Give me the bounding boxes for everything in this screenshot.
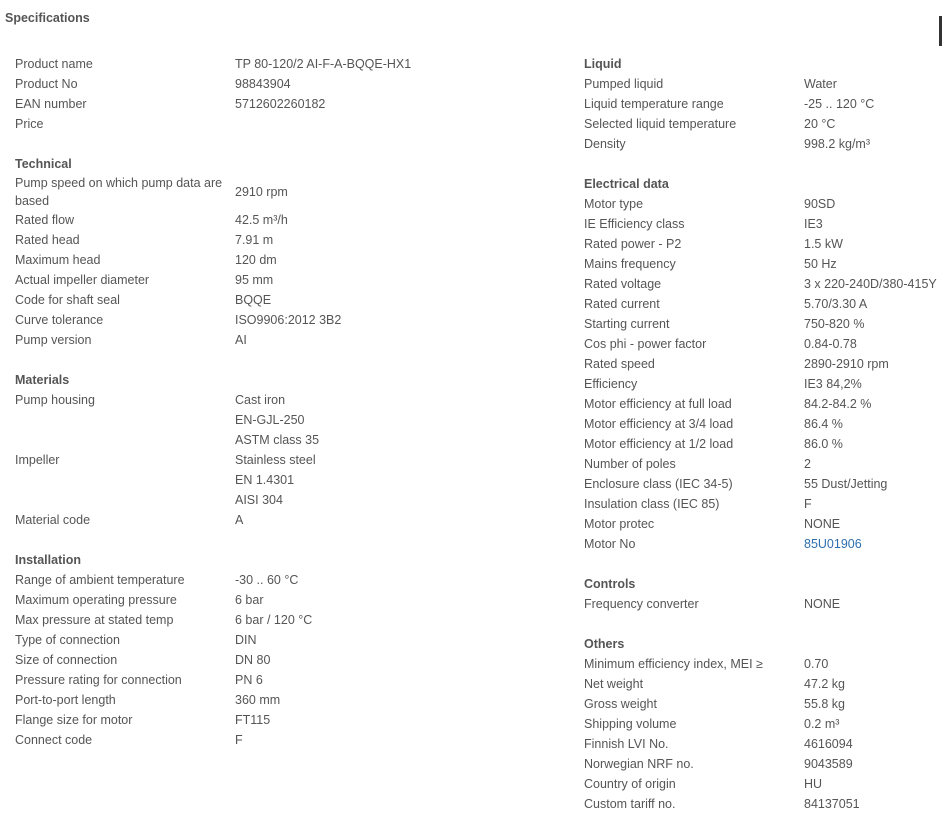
spec-row <box>584 234 942 254</box>
spec-label: Motor efficiency at 1/2 load <box>584 437 734 451</box>
spec-label: Pump housing <box>15 393 95 407</box>
spec-label: Insulation class (IEC 85) <box>584 497 720 511</box>
spec-row <box>15 230 565 250</box>
spec-value: EN 1.4301 <box>235 473 295 487</box>
spec-row <box>15 210 565 230</box>
spec-label: Product name <box>15 57 93 71</box>
spec-label: Norwegian NRF no. <box>584 757 694 771</box>
spec-value: EN-GJL-250 <box>235 413 305 427</box>
spec-row <box>584 594 942 614</box>
spec-row <box>584 734 942 754</box>
spec-value: DIN <box>235 633 257 647</box>
spec-label: Finnish LVI No. <box>584 737 669 751</box>
spec-value: NONE <box>804 597 841 611</box>
spec-row <box>584 254 942 274</box>
spec-value: 47.2 kg <box>804 677 846 691</box>
spec-value: 750-820 % <box>804 317 865 331</box>
spec-label: Product No <box>15 77 78 91</box>
spec-value: 2910 rpm <box>235 185 288 199</box>
spec-value: 86.4 % <box>804 417 843 431</box>
spec-value: A <box>235 513 244 527</box>
spec-value: IE3 <box>804 217 823 231</box>
spec-row <box>15 710 565 730</box>
spec-value: -30 .. 60 °C <box>235 573 299 587</box>
spec-label: Rated power - P2 <box>584 237 682 251</box>
spec-row <box>584 434 942 454</box>
spec-value: -25 .. 120 °C <box>804 97 875 111</box>
spec-value: 120 dm <box>235 253 277 267</box>
spec-row <box>15 730 565 750</box>
spec-value: 998.2 kg/m³ <box>804 137 871 151</box>
spec-value: Cast iron <box>235 393 286 407</box>
spec-label: Motor protec <box>584 517 655 531</box>
spec-value: 20 °C <box>804 117 836 131</box>
spec-row <box>584 694 942 714</box>
spec-value: 90SD <box>804 197 836 211</box>
spec-value: F <box>235 733 243 747</box>
spec-value: DN 80 <box>235 653 271 667</box>
spec-value: 50 Hz <box>804 257 837 271</box>
section-title-controls: Controls <box>584 577 636 591</box>
spec-label: Motor No <box>584 537 636 551</box>
spec-label: Rated current <box>584 297 660 311</box>
spec-row <box>584 774 942 794</box>
spec-label: Density <box>584 137 626 151</box>
spec-label: Rated speed <box>584 357 655 371</box>
spec-label: Gross weight <box>584 697 657 711</box>
spec-label: Max pressure at stated temp <box>15 613 174 627</box>
spec-label: Motor type <box>584 197 644 211</box>
spec-label: Pressure rating for connection <box>15 673 182 687</box>
spec-label: Motor efficiency at 3/4 load <box>584 417 734 431</box>
spec-row <box>15 330 565 350</box>
spec-row <box>584 334 942 354</box>
section-title-materials: Materials <box>15 373 70 387</box>
spec-row <box>15 610 565 630</box>
spec-label: Custom tariff no. <box>584 797 676 811</box>
spec-row <box>584 194 942 214</box>
spec-label: Country of origin <box>584 777 676 791</box>
spec-row <box>584 474 942 494</box>
section-title-installation: Installation <box>15 553 81 567</box>
spec-row <box>15 670 565 690</box>
spec-label: Connect code <box>15 733 93 747</box>
spec-value: 7.91 m <box>235 233 274 247</box>
spec-value: IE3 84,2% <box>804 377 862 391</box>
spec-value: 55.8 kg <box>804 697 846 711</box>
spec-label: Pump speed on which pump data are based <box>15 176 223 208</box>
spec-row-product-no <box>15 74 565 94</box>
spec-value: ISO9906:2012 3B2 <box>235 313 342 327</box>
spec-row-product-name <box>15 54 565 74</box>
spec-label: Actual impeller diameter <box>15 273 150 287</box>
spec-row <box>584 714 942 734</box>
spec-row-motor-no <box>584 534 942 554</box>
spec-row <box>584 294 942 314</box>
spec-label: Curve tolerance <box>15 313 104 327</box>
spec-row <box>584 794 942 814</box>
spec-row <box>15 690 565 710</box>
spec-row <box>584 514 942 534</box>
section-title-liquid: Liquid <box>584 57 622 71</box>
spec-label: Port-to-port length <box>15 693 116 707</box>
spec-value: 360 mm <box>235 693 281 707</box>
spec-label: Selected liquid temperature <box>584 117 737 131</box>
spec-label: Maximum operating pressure <box>15 593 177 607</box>
spec-value: 84137051 <box>804 797 860 811</box>
spec-label: Type of connection <box>15 633 120 647</box>
spec-label: Efficiency <box>584 377 638 391</box>
spec-value: 0.2 m³ <box>804 717 840 731</box>
spec-value: 2890-2910 rpm <box>804 357 889 371</box>
spec-label: Enclosure class (IEC 34-5) <box>584 477 733 491</box>
spec-row <box>584 494 942 514</box>
section-title-others: Others <box>584 637 625 651</box>
spec-value: 6 bar / 120 °C <box>235 613 313 627</box>
spec-label: Pump version <box>15 333 92 347</box>
spec-label: Starting current <box>584 317 670 331</box>
spec-value: 55 Dust/Jetting <box>804 477 888 491</box>
spec-label: Frequency converter <box>584 597 699 611</box>
spec-row <box>584 214 942 234</box>
spec-value: 0.70 <box>804 657 829 671</box>
spec-label: EAN number <box>15 97 87 111</box>
spec-row <box>15 250 565 270</box>
spec-row <box>584 134 942 154</box>
spec-value: 86.0 % <box>804 437 843 451</box>
spec-value: 5.70/3.30 A <box>804 297 868 311</box>
spec-value: 5712602260182 <box>235 97 326 111</box>
spec-row-material-code <box>15 510 565 530</box>
spec-row-price <box>15 114 565 134</box>
spec-value: FT115 <box>235 713 271 727</box>
section-title-technical: Technical <box>15 157 72 171</box>
spec-row-ean <box>15 94 565 114</box>
spec-value: 84.2-84.2 % <box>804 397 872 411</box>
spec-row <box>584 454 942 474</box>
spec-value: 42.5 m³/h <box>235 213 288 227</box>
spec-label: Mains frequency <box>584 257 676 271</box>
spec-value: ASTM class 35 <box>235 433 320 447</box>
right-column <box>584 54 942 814</box>
spec-label: Range of ambient temperature <box>15 573 185 587</box>
spec-row-pump-housing <box>15 390 565 450</box>
spec-label: Size of connection <box>15 653 118 667</box>
spec-label: Cos phi - power factor <box>584 337 707 351</box>
spec-value: HU <box>804 777 823 791</box>
spec-label: Maximum head <box>15 253 101 267</box>
spec-label: Shipping volume <box>584 717 677 731</box>
spec-row <box>15 310 565 330</box>
spec-label: Liquid temperature range <box>584 97 724 111</box>
spec-label: Price <box>15 117 44 131</box>
spec-row <box>584 354 942 374</box>
spec-label: Impeller <box>15 453 60 467</box>
spec-row <box>584 94 942 114</box>
spec-value: 4616094 <box>804 737 853 751</box>
spec-row <box>584 314 942 334</box>
left-column <box>15 54 565 750</box>
spec-label: Rated voltage <box>584 277 662 291</box>
spec-label: Pumped liquid <box>584 77 664 91</box>
spec-row-pump-speed <box>15 174 565 210</box>
spec-row <box>584 374 942 394</box>
spec-row <box>584 674 942 694</box>
spec-label: Rated flow <box>15 213 75 227</box>
spec-row <box>15 630 565 650</box>
spec-value: 3 x 220-240D/380-415Y <box>804 277 937 291</box>
section-title-electrical: Electrical data <box>584 177 669 191</box>
spec-label: Material code <box>15 513 91 527</box>
spec-value-list <box>235 390 319 450</box>
spec-value: 9043589 <box>804 757 853 771</box>
spec-value: Stainless steel <box>235 453 316 467</box>
spec-value: 2 <box>804 457 811 471</box>
spec-value: AI <box>235 333 247 347</box>
spec-value: 95 mm <box>235 273 274 287</box>
spec-row <box>15 270 565 290</box>
spec-row-impeller <box>15 450 565 510</box>
spec-label: Rated head <box>15 233 80 247</box>
spec-label: Flange size for motor <box>15 713 133 727</box>
spec-row <box>584 394 942 414</box>
spec-value: AISI 304 <box>235 493 283 507</box>
page-title: Specifications <box>5 11 90 25</box>
spec-label: Net weight <box>584 677 644 691</box>
spec-row <box>584 274 942 294</box>
spec-row <box>15 570 565 590</box>
spec-row <box>584 74 942 94</box>
spec-value: F <box>804 497 812 511</box>
spec-value: 0.84-0.78 <box>804 337 857 351</box>
spec-value: 98843904 <box>235 77 291 91</box>
spec-row <box>584 754 942 774</box>
spec-row <box>584 414 942 434</box>
spec-value: BQQE <box>235 293 272 307</box>
spec-value-list <box>235 450 316 510</box>
spec-value: 6 bar <box>235 593 264 607</box>
spec-row <box>584 654 942 674</box>
spec-value: PN 6 <box>235 673 263 687</box>
spec-row <box>15 290 565 310</box>
spec-label: Number of poles <box>584 457 676 471</box>
spec-label: Code for shaft seal <box>15 293 120 307</box>
spec-value: 1.5 kW <box>804 237 843 251</box>
spec-label: Minimum efficiency index, MEI ≥ <box>584 657 763 671</box>
motor-no-link[interactable]: 85U01906 <box>804 537 862 551</box>
spec-value: Water <box>804 77 837 91</box>
spec-row <box>15 650 565 670</box>
spec-label: Motor efficiency at full load <box>584 397 732 411</box>
spec-value: TP 80-120/2 AI-F-A-BQQE-HX1 <box>235 57 412 71</box>
spec-row <box>584 114 942 134</box>
spec-value: NONE <box>804 517 841 531</box>
spec-label: IE Efficiency class <box>584 217 685 231</box>
spec-row <box>15 590 565 610</box>
